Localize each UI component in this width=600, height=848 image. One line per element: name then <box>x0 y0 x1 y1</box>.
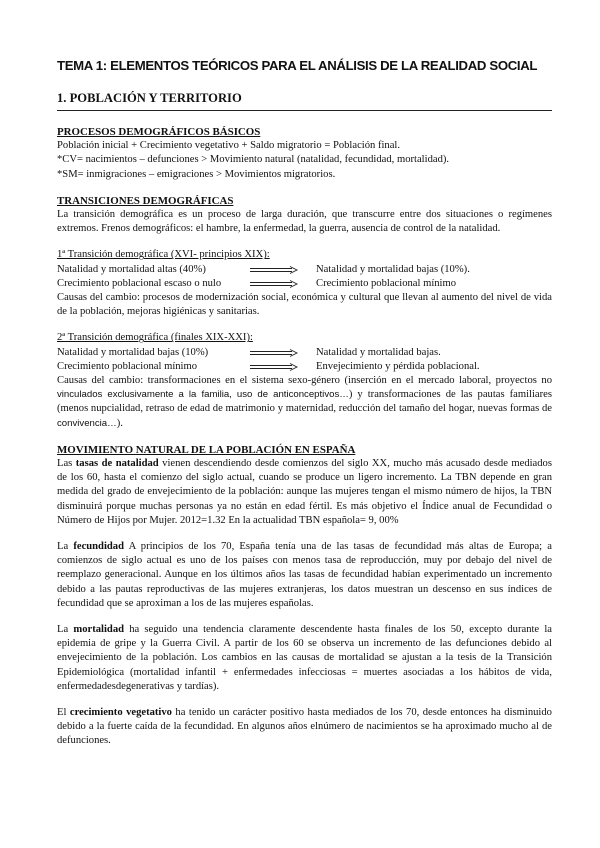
movimiento-heading: MOVIMIENTO NATURAL DE LA POBLACIÓN EN ESPAÑA <box>57 443 356 456</box>
paragraph-text: vienen descendiendo desde comienzos del siglo XX, mucho más acusado desde mediados de los 60, hasta el comienzo del siglo actual, cuando se produce un ligero incremento. La TBN depende en gran medida del grado de envejecimiento de la población: aunque las mujeres tengan el mismo número de hijos, la TBN disminuirá porque muchas personas ya no están en edad fértil. Es más objetivo el Índice anual de Fecundidad o Número de Hijos por Mujer. 2012=1.32 En la actualidad TBN española= 9, 00% <box>57 458 552 526</box>
paragraph-text: La <box>57 624 74 636</box>
row-left: Crecimiento poblacional escaso o nulo <box>57 277 222 289</box>
term-bold: tasas de natalidad <box>75 458 159 469</box>
causas-text-highlight: convivencia… <box>57 417 117 429</box>
procesos-line: *SM= inmigraciones – emigraciones > Movimientos migratorios. <box>57 168 336 180</box>
primera-causas: Causas del cambio: procesos de modernización social, económica y cultural que llevan al aumento del nivel de vida de la población, mejoras higiénicas y sanitarias. <box>57 292 552 318</box>
document-title: TEMA 1: ELEMENTOS TEÓRICOS PARA EL ANÁLISIS DE LA REALIDAD SOCIAL <box>57 58 538 73</box>
transition-row <box>57 360 552 374</box>
double-right-arrow-icon <box>250 363 298 371</box>
row-right: Natalidad y mortalidad bajas (10%). <box>316 263 470 275</box>
transition-row <box>57 263 552 277</box>
causas-text: ) y transformaciones de las pautas familiares (menos nupcialidad, retraso de edad de matrimonio y maternidad, reducción del tamaño del hogar, nuevas formas de <box>57 389 552 415</box>
mortalidad-paragraph <box>57 623 552 694</box>
paragraph-text: La <box>57 541 74 553</box>
row-right: Crecimiento poblacional mínimo <box>316 277 457 289</box>
causas-text: Causas del cambio: transformaciones en el sistema sexo-género (inserción en el mercado laboral, proyectos no <box>57 374 552 386</box>
term-bold: mortalidad <box>73 624 125 636</box>
transiciones-heading: TRANSICIONES DEMOGRÁFICAS <box>57 194 234 207</box>
primera-transicion-heading: 1ª Transición demográfica (XVI- principios XIX): <box>57 249 270 261</box>
segunda-transicion-heading: 2ª Transición demográfica (finales XIX-XXI): <box>57 332 253 344</box>
paragraph-text: A principios de los 70, España tenía una de las tasas de fecundidad más altas de Europa; a comienzos de siglo actual es uno de los países con menos tasa de reproducción, muy por debajo del nivel de reemplazo generacional. Aunque en los últimos años las tasas de fecundidad habían experimentado un incremento debido a las pautas reproductivas de las mujeres extranjeras, los datos muestran un descenso en sus índices de fecundidad que se aproximan a los de las mujeres españolas. <box>57 541 552 609</box>
document-body <box>57 125 552 749</box>
transition-row <box>57 346 552 360</box>
segunda-causas <box>57 374 552 431</box>
paragraph-text: ha seguido una tendencia claramente descendente hasta finales de los 50, excepto durante la epidemia de gripe y la Guerra Civil. A partir de los 60 se observa un incremento de las defunciones debido al envejecimiento de la población. Los cambios en las causas de mortalidad se ajustan a la tesis de la Transición Epidemiológica (mortalidad infantil + enfermedades infecciosas = muertes asociadas a los hábitos de vida, enfermedadesdegenerativas y tardías). <box>57 624 552 692</box>
row-left: Crecimiento poblacional mínimo <box>57 360 198 372</box>
transiciones-intro: La transición demográfica es un proceso de larga duración, que transcurre entre dos situaciones o regímenes extremos. Frenos demográficos: el hambre, la enfermedad, la guerra, ausencia de control de la natalidad. <box>57 209 552 235</box>
row-right: Natalidad y mortalidad bajas. <box>316 346 441 358</box>
procesos-line: Población inicial + Crecimiento vegetativo + Saldo migratorio = Población final. <box>57 140 401 152</box>
transition-row <box>57 277 552 291</box>
causas-text: ). <box>116 417 123 429</box>
row-right: Envejecimiento y pérdida poblacional. <box>316 360 480 372</box>
section-heading: 1. POBLACIÓN Y TERRITORIO <box>57 91 552 111</box>
procesos-line: *CV= nacimientos – defunciones > Movimiento natural (natalidad, fecundidad, mortalidad). <box>57 154 450 166</box>
causas-text-highlight: vinculados exclusivamente a la familia, uso de anticonceptivos… <box>57 389 349 401</box>
paragraph-text: Las <box>57 458 76 469</box>
paragraph-text: ha tenido un carácter positivo hasta mediados de los 70, desde entonces ha disminuido debido a la fuerte caída de la fecundidad. En algunos años elnúmero de nacimientos se ha aproximado mucho al de defunciones. <box>57 707 552 747</box>
fecundidad-paragraph <box>57 540 552 611</box>
double-right-arrow-icon <box>250 349 298 357</box>
double-right-arrow-icon <box>250 266 298 274</box>
term-bold: fecundidad <box>73 541 124 553</box>
natalidad-paragraph <box>57 457 552 528</box>
row-left: Natalidad y mortalidad bajas (10%) <box>57 346 209 358</box>
crecimiento-paragraph <box>57 706 552 749</box>
term-bold: crecimiento vegetativo <box>69 707 172 719</box>
procesos-heading: PROCESOS DEMOGRÁFICOS BÁSICOS <box>57 126 261 138</box>
paragraph-text: El <box>57 707 70 719</box>
double-right-arrow-icon <box>250 280 298 288</box>
row-left: Natalidad y mortalidad altas (40%) <box>57 263 206 275</box>
